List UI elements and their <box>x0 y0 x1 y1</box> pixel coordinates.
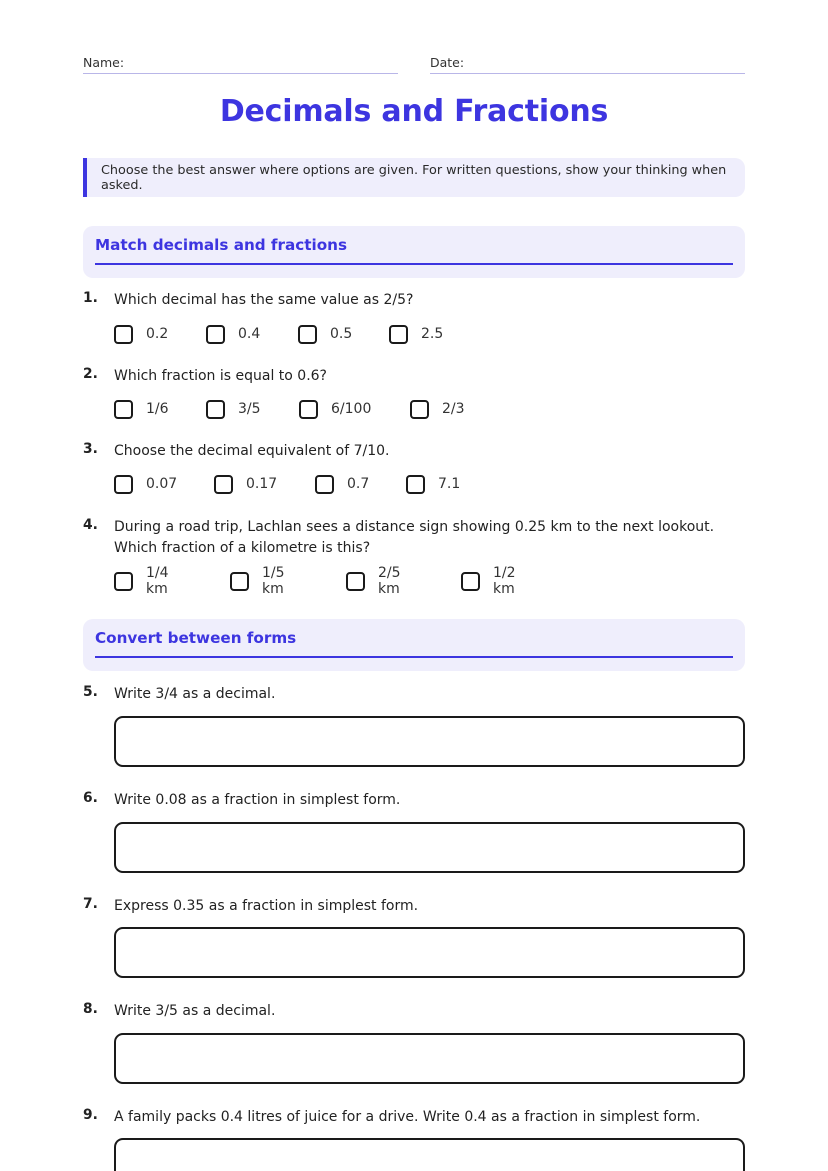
checkbox-icon[interactable] <box>114 475 133 494</box>
checkbox-icon[interactable] <box>299 400 318 419</box>
section-underline <box>95 656 733 658</box>
option-checkbox[interactable] <box>114 472 177 496</box>
option-label: 7.1 <box>438 476 461 492</box>
question-number: 5. <box>83 684 98 700</box>
checkbox-icon[interactable] <box>346 572 365 591</box>
question-text: Express 0.35 as a fraction in simplest form. <box>114 898 419 914</box>
option-checkbox[interactable] <box>461 565 516 597</box>
option-label: 0.5 <box>330 326 353 342</box>
option-label: 2/5 km <box>378 565 401 597</box>
option-label: 3/5 <box>238 401 261 417</box>
option-checkbox[interactable] <box>114 322 168 346</box>
answer-input[interactable] <box>114 822 745 873</box>
option-checkbox[interactable] <box>114 565 169 597</box>
answer-input[interactable] <box>114 1033 745 1084</box>
question-number: 2. <box>83 366 98 382</box>
checkbox-icon[interactable] <box>410 400 429 419</box>
option-checkbox[interactable] <box>114 397 169 421</box>
question-text: Choose the decimal equivalent of 7/10. <box>114 443 390 459</box>
option-checkbox[interactable] <box>214 472 277 496</box>
checkbox-icon[interactable] <box>230 572 249 591</box>
section-header-convert <box>83 619 745 671</box>
option-checkbox[interactable] <box>206 397 261 421</box>
option-label: 2.5 <box>421 326 444 342</box>
checkbox-icon[interactable] <box>206 325 225 344</box>
instructions-text: Choose the best answer where options are given. For written questions, show your thinking when asked. <box>101 162 727 193</box>
checkbox-icon[interactable] <box>114 325 133 344</box>
section-header-match <box>83 226 745 278</box>
instructions-callout <box>83 158 745 197</box>
option-label: 1/4 km <box>146 565 169 597</box>
option-label: 1/5 km <box>262 565 285 597</box>
date-label: Date: <box>430 55 465 70</box>
checkbox-icon[interactable] <box>114 572 133 591</box>
option-label: 0.7 <box>347 476 370 492</box>
question-number: 4. <box>83 517 98 533</box>
name-label: Name: <box>83 55 125 70</box>
option-label: 6/100 <box>331 401 372 417</box>
option-checkbox[interactable] <box>299 397 371 421</box>
option-checkbox[interactable] <box>406 472 460 496</box>
option-checkbox[interactable] <box>410 397 465 421</box>
option-checkbox[interactable] <box>230 565 285 597</box>
option-label: 1/2 km <box>493 565 516 597</box>
question-text: Write 3/5 as a decimal. <box>114 1003 276 1019</box>
option-label: 0.17 <box>246 476 278 492</box>
option-checkbox[interactable] <box>346 565 401 597</box>
checkbox-icon[interactable] <box>214 475 233 494</box>
page-title: Decimals and Fractions <box>219 94 609 129</box>
question-number: 3. <box>83 441 98 457</box>
question-text: Write 0.08 as a fraction in simplest form. <box>114 792 401 808</box>
question-text: A family packs 0.4 litres of juice for a drive. Write 0.4 as a fraction in simplest form. <box>114 1109 701 1125</box>
question-number: 8. <box>83 1001 98 1017</box>
checkbox-icon[interactable] <box>206 400 225 419</box>
option-checkbox[interactable] <box>206 322 260 346</box>
option-checkbox[interactable] <box>315 472 369 496</box>
option-label: 1/6 <box>146 401 169 417</box>
checkbox-icon[interactable] <box>315 475 334 494</box>
checkbox-icon[interactable] <box>389 325 408 344</box>
option-label: 0.4 <box>238 326 261 342</box>
name-field[interactable] <box>83 52 398 74</box>
question-text: Which fraction is equal to 0.6? <box>114 368 327 384</box>
answer-input[interactable] <box>114 1138 745 1171</box>
date-field[interactable] <box>430 52 745 74</box>
option-label: 2/3 <box>442 401 465 417</box>
question-number: 6. <box>83 790 98 806</box>
option-label: 0.2 <box>146 326 169 342</box>
question-text: During a road trip, Lachlan sees a distance sign showing 0.25 km to the next lookout. Which fraction of a kilometre is this? <box>114 519 715 556</box>
question-text: Write 3/4 as a decimal. <box>114 686 276 702</box>
section-title: Match decimals and fractions <box>95 236 348 254</box>
option-checkbox[interactable] <box>298 322 352 346</box>
question-number: 1. <box>83 290 98 306</box>
question-text: Which decimal has the same value as 2/5? <box>114 292 414 308</box>
checkbox-icon[interactable] <box>114 400 133 419</box>
option-label: 0.07 <box>146 476 178 492</box>
checkbox-icon[interactable] <box>406 475 425 494</box>
answer-input[interactable] <box>114 716 745 767</box>
checkbox-icon[interactable] <box>298 325 317 344</box>
section-underline <box>95 263 733 265</box>
question-number: 9. <box>83 1107 98 1123</box>
question-number: 7. <box>83 896 98 912</box>
section-title: Convert between forms <box>95 629 297 647</box>
checkbox-icon[interactable] <box>461 572 480 591</box>
answer-input[interactable] <box>114 927 745 978</box>
option-checkbox[interactable] <box>389 322 443 346</box>
